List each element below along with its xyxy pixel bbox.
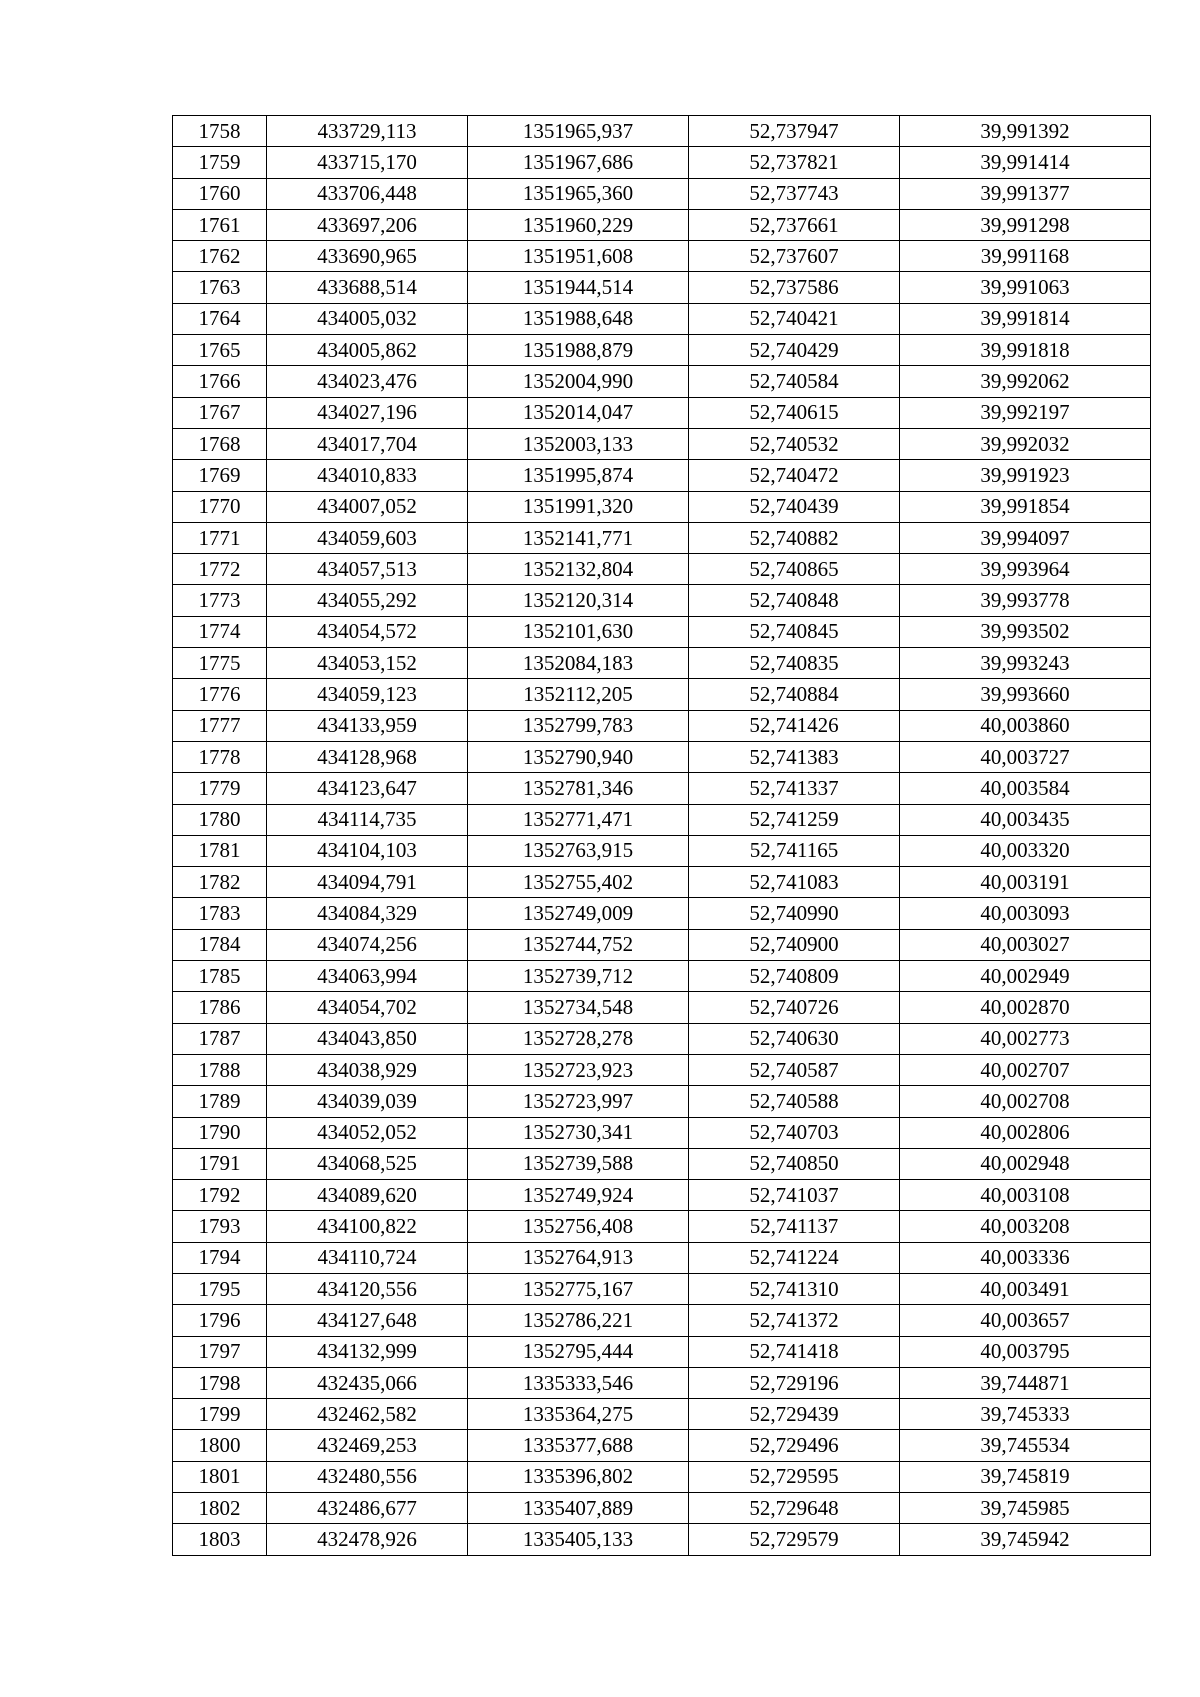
point-number-cell: 1769 <box>173 460 267 491</box>
point-number-cell: 1783 <box>173 898 267 929</box>
x-coordinate-cell: 434094,791 <box>267 867 468 898</box>
x-coordinate-cell: 434128,968 <box>267 741 468 772</box>
longitude-cell: 40,003795 <box>900 1336 1151 1367</box>
point-number-cell: 1772 <box>173 554 267 585</box>
y-coordinate-cell: 1352756,408 <box>468 1211 689 1242</box>
point-number-cell: 1770 <box>173 491 267 522</box>
y-coordinate-cell: 1352795,444 <box>468 1336 689 1367</box>
longitude-cell: 39,991818 <box>900 335 1151 366</box>
latitude-cell: 52,740532 <box>689 428 900 459</box>
longitude-cell: 40,003491 <box>900 1273 1151 1304</box>
point-number-cell: 1798 <box>173 1367 267 1398</box>
latitude-cell: 52,740809 <box>689 961 900 992</box>
y-coordinate-cell: 1352084,183 <box>468 648 689 679</box>
y-coordinate-cell: 1351944,514 <box>468 272 689 303</box>
table-row <box>173 522 1151 553</box>
longitude-cell: 39,994097 <box>900 522 1151 553</box>
latitude-cell: 52,737607 <box>689 241 900 272</box>
latitude-cell: 52,740587 <box>689 1054 900 1085</box>
point-number-cell: 1771 <box>173 522 267 553</box>
x-coordinate-cell: 434059,123 <box>267 679 468 710</box>
point-number-cell: 1785 <box>173 961 267 992</box>
x-coordinate-cell: 434074,256 <box>267 929 468 960</box>
y-coordinate-cell: 1352723,923 <box>468 1054 689 1085</box>
x-coordinate-cell: 434053,152 <box>267 648 468 679</box>
x-coordinate-cell: 434068,525 <box>267 1148 468 1179</box>
y-coordinate-cell: 1351960,229 <box>468 209 689 240</box>
longitude-cell: 40,003727 <box>900 741 1151 772</box>
table-row <box>173 1242 1151 1273</box>
x-coordinate-cell: 434005,862 <box>267 335 468 366</box>
latitude-cell: 52,741137 <box>689 1211 900 1242</box>
y-coordinate-cell: 1352120,314 <box>468 585 689 616</box>
longitude-cell: 39,991923 <box>900 460 1151 491</box>
x-coordinate-cell: 434104,103 <box>267 835 468 866</box>
latitude-cell: 52,737586 <box>689 272 900 303</box>
coordinates-table <box>172 115 1151 1556</box>
longitude-cell: 39,991298 <box>900 209 1151 240</box>
point-number-cell: 1794 <box>173 1242 267 1273</box>
longitude-cell: 39,745333 <box>900 1399 1151 1430</box>
point-number-cell: 1796 <box>173 1305 267 1336</box>
x-coordinate-cell: 434127,648 <box>267 1305 468 1336</box>
longitude-cell: 40,003108 <box>900 1180 1151 1211</box>
longitude-cell: 39,992032 <box>900 428 1151 459</box>
y-coordinate-cell: 1352004,990 <box>468 366 689 397</box>
point-number-cell: 1790 <box>173 1117 267 1148</box>
y-coordinate-cell: 1335377,688 <box>468 1430 689 1461</box>
x-coordinate-cell: 434100,822 <box>267 1211 468 1242</box>
latitude-cell: 52,740900 <box>689 929 900 960</box>
longitude-cell: 39,993964 <box>900 554 1151 585</box>
longitude-cell: 39,745534 <box>900 1430 1151 1461</box>
latitude-cell: 52,729496 <box>689 1430 900 1461</box>
table-row <box>173 1273 1151 1304</box>
longitude-cell: 39,745819 <box>900 1461 1151 1492</box>
table-row <box>173 898 1151 929</box>
point-number-cell: 1761 <box>173 209 267 240</box>
table-row <box>173 1054 1151 1085</box>
point-number-cell: 1762 <box>173 241 267 272</box>
point-number-cell: 1763 <box>173 272 267 303</box>
table-row <box>173 1117 1151 1148</box>
table-row <box>173 335 1151 366</box>
longitude-cell: 39,993778 <box>900 585 1151 616</box>
y-coordinate-cell: 1351951,608 <box>468 241 689 272</box>
y-coordinate-cell: 1352775,167 <box>468 1273 689 1304</box>
y-coordinate-cell: 1351988,879 <box>468 335 689 366</box>
y-coordinate-cell: 1335333,546 <box>468 1367 689 1398</box>
x-coordinate-cell: 434005,032 <box>267 303 468 334</box>
point-number-cell: 1766 <box>173 366 267 397</box>
latitude-cell: 52,741310 <box>689 1273 900 1304</box>
x-coordinate-cell: 434017,704 <box>267 428 468 459</box>
point-number-cell: 1791 <box>173 1148 267 1179</box>
longitude-cell: 39,993660 <box>900 679 1151 710</box>
y-coordinate-cell: 1352132,804 <box>468 554 689 585</box>
table-row <box>173 867 1151 898</box>
latitude-cell: 52,740990 <box>689 898 900 929</box>
point-number-cell: 1797 <box>173 1336 267 1367</box>
point-number-cell: 1786 <box>173 992 267 1023</box>
table-row <box>173 209 1151 240</box>
table-row <box>173 460 1151 491</box>
y-coordinate-cell: 1351995,874 <box>468 460 689 491</box>
table-row <box>173 116 1151 147</box>
x-coordinate-cell: 434110,724 <box>267 1242 468 1273</box>
coordinates-table-body <box>173 116 1151 1556</box>
latitude-cell: 52,741083 <box>689 867 900 898</box>
latitude-cell: 52,740439 <box>689 491 900 522</box>
longitude-cell: 40,002708 <box>900 1086 1151 1117</box>
x-coordinate-cell: 432480,556 <box>267 1461 468 1492</box>
x-coordinate-cell: 434114,735 <box>267 804 468 835</box>
point-number-cell: 1778 <box>173 741 267 772</box>
longitude-cell: 39,993502 <box>900 616 1151 647</box>
point-number-cell: 1764 <box>173 303 267 334</box>
point-number-cell: 1759 <box>173 147 267 178</box>
table-row <box>173 1493 1151 1524</box>
point-number-cell: 1795 <box>173 1273 267 1304</box>
table-row <box>173 554 1151 585</box>
point-number-cell: 1773 <box>173 585 267 616</box>
point-number-cell: 1802 <box>173 1493 267 1524</box>
longitude-cell: 40,002707 <box>900 1054 1151 1085</box>
longitude-cell: 40,003191 <box>900 867 1151 898</box>
x-coordinate-cell: 434038,929 <box>267 1054 468 1085</box>
point-number-cell: 1774 <box>173 616 267 647</box>
table-row <box>173 1086 1151 1117</box>
y-coordinate-cell: 1351965,360 <box>468 178 689 209</box>
table-row <box>173 428 1151 459</box>
x-coordinate-cell: 432486,677 <box>267 1493 468 1524</box>
x-coordinate-cell: 432469,253 <box>267 1430 468 1461</box>
y-coordinate-cell: 1335407,889 <box>468 1493 689 1524</box>
point-number-cell: 1787 <box>173 1023 267 1054</box>
table-row <box>173 1367 1151 1398</box>
y-coordinate-cell: 1352786,221 <box>468 1305 689 1336</box>
point-number-cell: 1793 <box>173 1211 267 1242</box>
latitude-cell: 52,740630 <box>689 1023 900 1054</box>
longitude-cell: 40,003320 <box>900 835 1151 866</box>
table-row <box>173 178 1151 209</box>
latitude-cell: 52,740848 <box>689 585 900 616</box>
longitude-cell: 40,002949 <box>900 961 1151 992</box>
x-coordinate-cell: 434007,052 <box>267 491 468 522</box>
point-number-cell: 1782 <box>173 867 267 898</box>
y-coordinate-cell: 1352781,346 <box>468 773 689 804</box>
longitude-cell: 40,002773 <box>900 1023 1151 1054</box>
latitude-cell: 52,729439 <box>689 1399 900 1430</box>
longitude-cell: 39,992062 <box>900 366 1151 397</box>
latitude-cell: 52,741418 <box>689 1336 900 1367</box>
table-row <box>173 491 1151 522</box>
point-number-cell: 1792 <box>173 1180 267 1211</box>
point-number-cell: 1781 <box>173 835 267 866</box>
table-row <box>173 397 1151 428</box>
point-number-cell: 1777 <box>173 710 267 741</box>
x-coordinate-cell: 434052,052 <box>267 1117 468 1148</box>
y-coordinate-cell: 1352744,752 <box>468 929 689 960</box>
latitude-cell: 52,740429 <box>689 335 900 366</box>
latitude-cell: 52,740726 <box>689 992 900 1023</box>
point-number-cell: 1803 <box>173 1524 267 1555</box>
y-coordinate-cell: 1352764,913 <box>468 1242 689 1273</box>
longitude-cell: 40,003336 <box>900 1242 1151 1273</box>
table-row <box>173 1430 1151 1461</box>
x-coordinate-cell: 433688,514 <box>267 272 468 303</box>
latitude-cell: 52,740882 <box>689 522 900 553</box>
latitude-cell: 52,740835 <box>689 648 900 679</box>
y-coordinate-cell: 1352799,783 <box>468 710 689 741</box>
point-number-cell: 1779 <box>173 773 267 804</box>
point-number-cell: 1760 <box>173 178 267 209</box>
point-number-cell: 1801 <box>173 1461 267 1492</box>
y-coordinate-cell: 1352734,548 <box>468 992 689 1023</box>
table-row <box>173 710 1151 741</box>
y-coordinate-cell: 1352739,588 <box>468 1148 689 1179</box>
latitude-cell: 52,737661 <box>689 209 900 240</box>
longitude-cell: 39,991168 <box>900 241 1151 272</box>
point-number-cell: 1799 <box>173 1399 267 1430</box>
point-number-cell: 1776 <box>173 679 267 710</box>
table-row <box>173 1524 1151 1555</box>
x-coordinate-cell: 434132,999 <box>267 1336 468 1367</box>
point-number-cell: 1765 <box>173 335 267 366</box>
longitude-cell: 39,745942 <box>900 1524 1151 1555</box>
point-number-cell: 1767 <box>173 397 267 428</box>
table-row <box>173 303 1151 334</box>
longitude-cell: 40,002806 <box>900 1117 1151 1148</box>
x-coordinate-cell: 433690,965 <box>267 241 468 272</box>
y-coordinate-cell: 1351988,648 <box>468 303 689 334</box>
y-coordinate-cell: 1352141,771 <box>468 522 689 553</box>
latitude-cell: 52,740884 <box>689 679 900 710</box>
point-number-cell: 1768 <box>173 428 267 459</box>
table-row <box>173 835 1151 866</box>
latitude-cell: 52,737947 <box>689 116 900 147</box>
longitude-cell: 39,993243 <box>900 648 1151 679</box>
y-coordinate-cell: 1352728,278 <box>468 1023 689 1054</box>
table-row <box>173 929 1151 960</box>
x-coordinate-cell: 434084,329 <box>267 898 468 929</box>
y-coordinate-cell: 1352003,133 <box>468 428 689 459</box>
x-coordinate-cell: 433697,206 <box>267 209 468 240</box>
y-coordinate-cell: 1352790,940 <box>468 741 689 772</box>
y-coordinate-cell: 1352749,924 <box>468 1180 689 1211</box>
longitude-cell: 40,003027 <box>900 929 1151 960</box>
point-number-cell: 1784 <box>173 929 267 960</box>
longitude-cell: 39,991414 <box>900 147 1151 178</box>
table-row <box>173 648 1151 679</box>
y-coordinate-cell: 1352771,471 <box>468 804 689 835</box>
latitude-cell: 52,737821 <box>689 147 900 178</box>
point-number-cell: 1789 <box>173 1086 267 1117</box>
table-row <box>173 1399 1151 1430</box>
table-row <box>173 992 1151 1023</box>
longitude-cell: 39,991377 <box>900 178 1151 209</box>
latitude-cell: 52,741165 <box>689 835 900 866</box>
y-coordinate-cell: 1352723,997 <box>468 1086 689 1117</box>
longitude-cell: 39,991814 <box>900 303 1151 334</box>
latitude-cell: 52,740845 <box>689 616 900 647</box>
y-coordinate-cell: 1351991,320 <box>468 491 689 522</box>
latitude-cell: 52,740584 <box>689 366 900 397</box>
table-row <box>173 1211 1151 1242</box>
table-row <box>173 147 1151 178</box>
y-coordinate-cell: 1351967,686 <box>468 147 689 178</box>
longitude-cell: 39,991392 <box>900 116 1151 147</box>
latitude-cell: 52,729196 <box>689 1367 900 1398</box>
latitude-cell: 52,741337 <box>689 773 900 804</box>
y-coordinate-cell: 1352755,402 <box>468 867 689 898</box>
x-coordinate-cell: 432462,582 <box>267 1399 468 1430</box>
longitude-cell: 40,003435 <box>900 804 1151 835</box>
x-coordinate-cell: 434010,833 <box>267 460 468 491</box>
longitude-cell: 40,002870 <box>900 992 1151 1023</box>
x-coordinate-cell: 434054,702 <box>267 992 468 1023</box>
point-number-cell: 1775 <box>173 648 267 679</box>
longitude-cell: 40,003584 <box>900 773 1151 804</box>
point-number-cell: 1788 <box>173 1054 267 1085</box>
x-coordinate-cell: 434023,476 <box>267 366 468 397</box>
table-row <box>173 679 1151 710</box>
table-row <box>173 1148 1151 1179</box>
table-row <box>173 804 1151 835</box>
longitude-cell: 39,992197 <box>900 397 1151 428</box>
latitude-cell: 52,740588 <box>689 1086 900 1117</box>
latitude-cell: 52,740865 <box>689 554 900 585</box>
latitude-cell: 52,729579 <box>689 1524 900 1555</box>
x-coordinate-cell: 434123,647 <box>267 773 468 804</box>
table-row <box>173 616 1151 647</box>
table-row <box>173 741 1151 772</box>
x-coordinate-cell: 434059,603 <box>267 522 468 553</box>
y-coordinate-cell: 1352101,630 <box>468 616 689 647</box>
longitude-cell: 40,002948 <box>900 1148 1151 1179</box>
table-row <box>173 1461 1151 1492</box>
latitude-cell: 52,740850 <box>689 1148 900 1179</box>
latitude-cell: 52,729595 <box>689 1461 900 1492</box>
table-row <box>173 585 1151 616</box>
y-coordinate-cell: 1352014,047 <box>468 397 689 428</box>
longitude-cell: 39,745985 <box>900 1493 1151 1524</box>
longitude-cell: 40,003093 <box>900 898 1151 929</box>
x-coordinate-cell: 434054,572 <box>267 616 468 647</box>
table-row <box>173 961 1151 992</box>
latitude-cell: 52,729648 <box>689 1493 900 1524</box>
longitude-cell: 39,744871 <box>900 1367 1151 1398</box>
y-coordinate-cell: 1335405,133 <box>468 1524 689 1555</box>
point-number-cell: 1758 <box>173 116 267 147</box>
latitude-cell: 52,740472 <box>689 460 900 491</box>
y-coordinate-cell: 1352763,915 <box>468 835 689 866</box>
latitude-cell: 52,740703 <box>689 1117 900 1148</box>
table-row <box>173 1305 1151 1336</box>
x-coordinate-cell: 434133,959 <box>267 710 468 741</box>
latitude-cell: 52,741372 <box>689 1305 900 1336</box>
y-coordinate-cell: 1352112,205 <box>468 679 689 710</box>
x-coordinate-cell: 434039,039 <box>267 1086 468 1117</box>
x-coordinate-cell: 432478,926 <box>267 1524 468 1555</box>
x-coordinate-cell: 433706,448 <box>267 178 468 209</box>
latitude-cell: 52,741426 <box>689 710 900 741</box>
y-coordinate-cell: 1352739,712 <box>468 961 689 992</box>
y-coordinate-cell: 1335396,802 <box>468 1461 689 1492</box>
table-row <box>173 1336 1151 1367</box>
x-coordinate-cell: 434063,994 <box>267 961 468 992</box>
y-coordinate-cell: 1335364,275 <box>468 1399 689 1430</box>
table-row <box>173 1023 1151 1054</box>
x-coordinate-cell: 432435,066 <box>267 1367 468 1398</box>
longitude-cell: 39,991854 <box>900 491 1151 522</box>
x-coordinate-cell: 434089,620 <box>267 1180 468 1211</box>
x-coordinate-cell: 433715,170 <box>267 147 468 178</box>
table-row <box>173 773 1151 804</box>
x-coordinate-cell: 433729,113 <box>267 116 468 147</box>
table-row <box>173 1180 1151 1211</box>
point-number-cell: 1780 <box>173 804 267 835</box>
table-row <box>173 241 1151 272</box>
y-coordinate-cell: 1351965,937 <box>468 116 689 147</box>
latitude-cell: 52,741259 <box>689 804 900 835</box>
longitude-cell: 40,003208 <box>900 1211 1151 1242</box>
x-coordinate-cell: 434055,292 <box>267 585 468 616</box>
longitude-cell: 40,003860 <box>900 710 1151 741</box>
table-row <box>173 366 1151 397</box>
latitude-cell: 52,737743 <box>689 178 900 209</box>
latitude-cell: 52,741224 <box>689 1242 900 1273</box>
latitude-cell: 52,741383 <box>689 741 900 772</box>
x-coordinate-cell: 434027,196 <box>267 397 468 428</box>
longitude-cell: 40,003657 <box>900 1305 1151 1336</box>
x-coordinate-cell: 434057,513 <box>267 554 468 585</box>
x-coordinate-cell: 434120,556 <box>267 1273 468 1304</box>
latitude-cell: 52,740615 <box>689 397 900 428</box>
longitude-cell: 39,991063 <box>900 272 1151 303</box>
y-coordinate-cell: 1352749,009 <box>468 898 689 929</box>
point-number-cell: 1800 <box>173 1430 267 1461</box>
y-coordinate-cell: 1352730,341 <box>468 1117 689 1148</box>
latitude-cell: 52,741037 <box>689 1180 900 1211</box>
table-row <box>173 272 1151 303</box>
x-coordinate-cell: 434043,850 <box>267 1023 468 1054</box>
latitude-cell: 52,740421 <box>689 303 900 334</box>
